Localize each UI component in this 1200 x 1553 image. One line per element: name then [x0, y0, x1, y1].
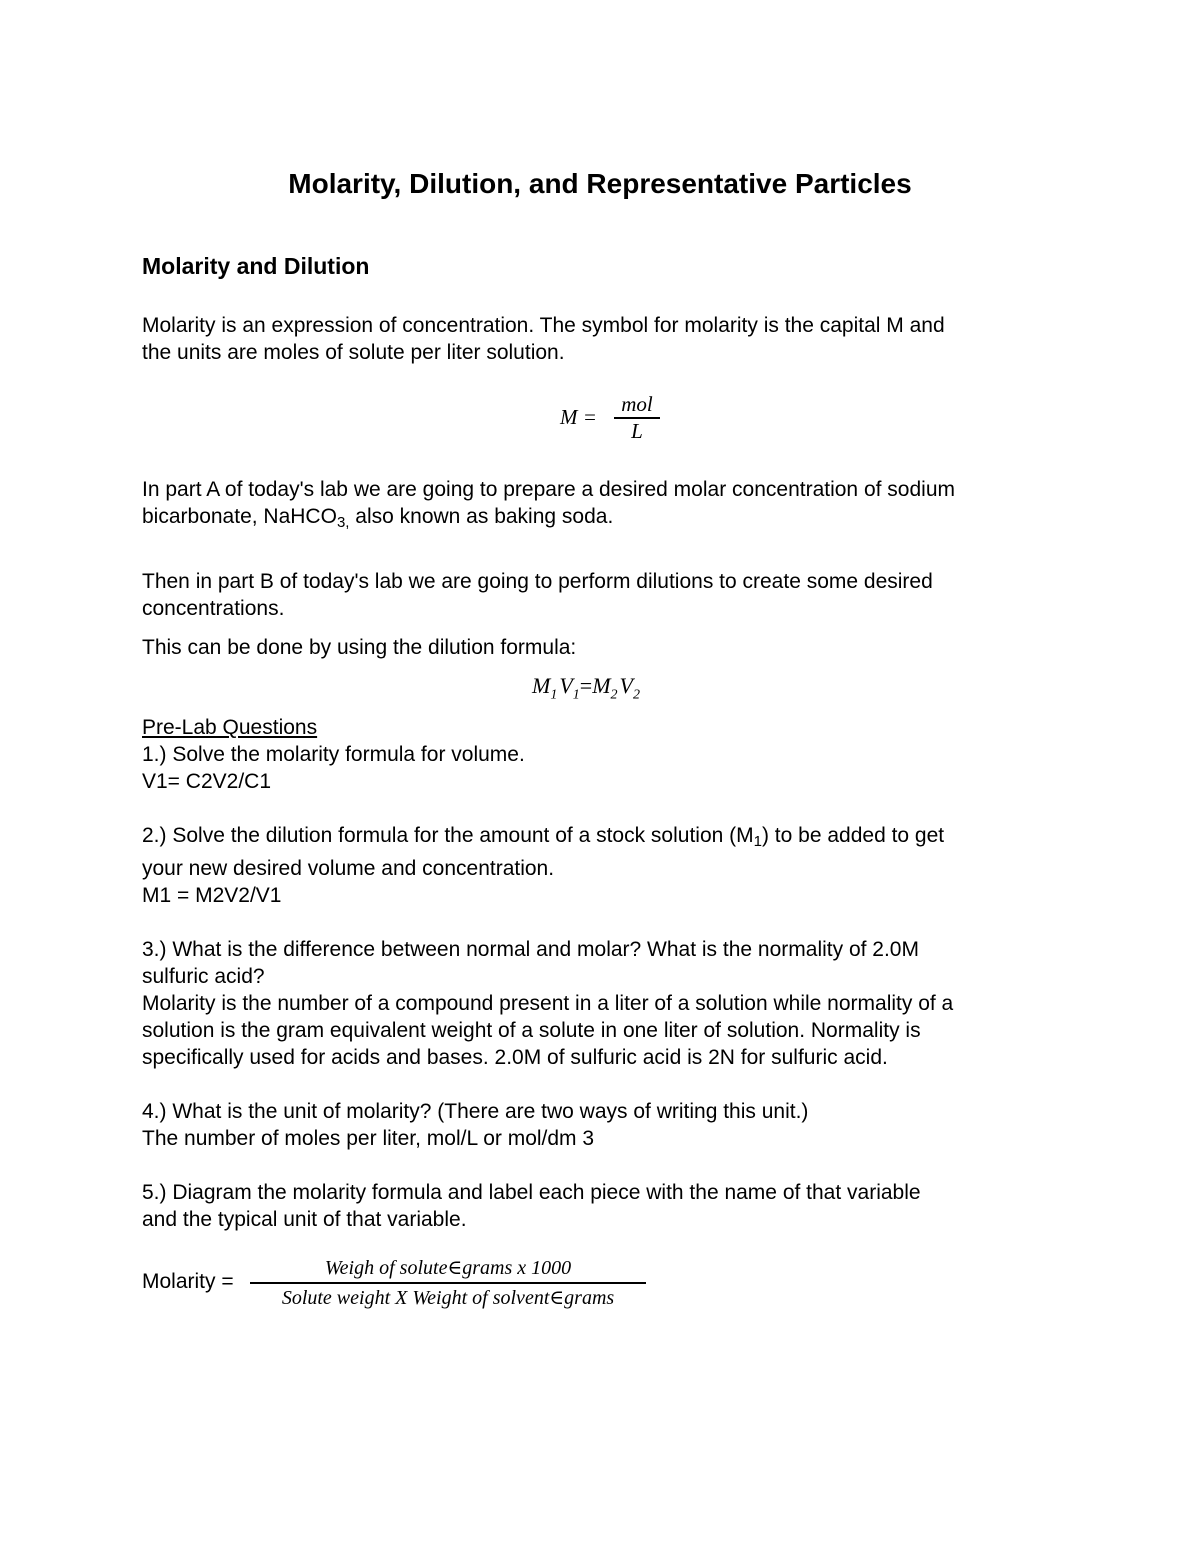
- molarity-denominator: L: [631, 419, 643, 443]
- nahco3-subscript: 3,: [336, 514, 350, 531]
- dilution-v2: V: [619, 673, 633, 698]
- question-5-line-1: 5.) Diagram the molarity formula and label each piece with the name of that variable: [142, 1181, 921, 1204]
- dilution-m2: M: [592, 673, 611, 698]
- section-heading: Molarity and Dilution: [142, 253, 370, 279]
- question-2: [142, 822, 1072, 855]
- m1-subscript: 1: [753, 833, 762, 850]
- question-1: 1.) Solve the molarity formula for volume.: [142, 743, 525, 766]
- dilution-m1: M: [532, 673, 551, 698]
- molarity-formula-lhs: M =: [560, 405, 597, 429]
- part-a-line-2-pre: bicarbonate, NaHCO: [142, 505, 337, 528]
- part-a-line-2: [142, 503, 1072, 536]
- question-2-post: ) to be added to get: [761, 824, 945, 847]
- part-b-paragraph: [142, 568, 1072, 661]
- answer-3-line-2: solution is the gram equivalent weight of a solute in one liter of solution. Normality is: [142, 1019, 921, 1042]
- part-b-line-2: concentrations.: [142, 597, 285, 620]
- molarity-numerator: mol: [621, 392, 653, 416]
- intro-paragraph: [142, 312, 1072, 366]
- part-a-line-1: In part A of today's lab we are going to prepare a desired molar concentration of sodium: [142, 478, 955, 501]
- part-b-line-1: Then in part B of today's lab we are going to perform dilutions to create some desired: [142, 570, 933, 593]
- part-a-line-2-post: also known as baking soda.: [349, 505, 614, 528]
- molarity-weight-denominator: Solute weight X Weight of solvent∈grams: [281, 1287, 615, 1309]
- dilution-v1: V: [559, 673, 573, 698]
- part-a-paragraph: [142, 476, 1072, 536]
- answer-1: V1= C2V2/C1: [142, 770, 271, 793]
- question-3-line-1: 3.) What is the difference between normal and molar? What is the normality of 2.0M: [142, 938, 919, 961]
- question-4: 4.) What is the unit of molarity? (There are two ways of writing this unit.): [142, 1100, 809, 1123]
- molarity-weight-numerator: Weigh of solute∈grams x 1000: [324, 1257, 572, 1279]
- question-2-pre: 2.) Solve the dilution formula for the amount of a stock solution (M: [142, 824, 754, 847]
- prelab-heading: Pre-Lab Questions: [142, 716, 318, 739]
- molarity-weight-label: Molarity =: [142, 1270, 234, 1293]
- dilution-sub-2: 1: [572, 687, 580, 703]
- answer-3-line-1: Molarity is the number of a compound present in a liter of a solution while normality of a: [142, 992, 954, 1015]
- answer-2: M1 = M2V2/V1: [142, 884, 282, 907]
- dilution-sub-3: 2: [610, 687, 618, 703]
- question-2-line-2: your new desired volume and concentration.: [142, 857, 555, 880]
- dilution-equals: =: [579, 673, 593, 698]
- dilution-sub-4: 2: [632, 687, 640, 703]
- question-3-line-2: sulfuric acid?: [142, 965, 265, 988]
- molarity-weight-fraction: [250, 1256, 646, 1310]
- document-title: Molarity, Dilution, and Representative Particles: [288, 168, 912, 199]
- prelab-section: [142, 714, 1072, 1233]
- part-b-line-3: This can be done by using the dilution formula:: [142, 636, 577, 659]
- dilution-formula: [532, 673, 640, 703]
- fraction-bar: [250, 1282, 646, 1284]
- answer-3-line-3: specifically used for acids and bases. 2.0M of sulfuric acid is 2N for sulfuric acid.: [142, 1046, 888, 1069]
- dilution-sub-1: 1: [550, 687, 558, 703]
- answer-4: The number of moles per liter, mol/L or mol/dm 3: [142, 1127, 595, 1150]
- intro-line-1: Molarity is an expression of concentration. The symbol for molarity is the capital M and: [142, 314, 945, 337]
- question-5-line-2: and the typical unit of that variable.: [142, 1208, 467, 1231]
- intro-line-2: the units are moles of solute per liter solution.: [142, 341, 565, 364]
- molarity-fraction: [614, 392, 660, 443]
